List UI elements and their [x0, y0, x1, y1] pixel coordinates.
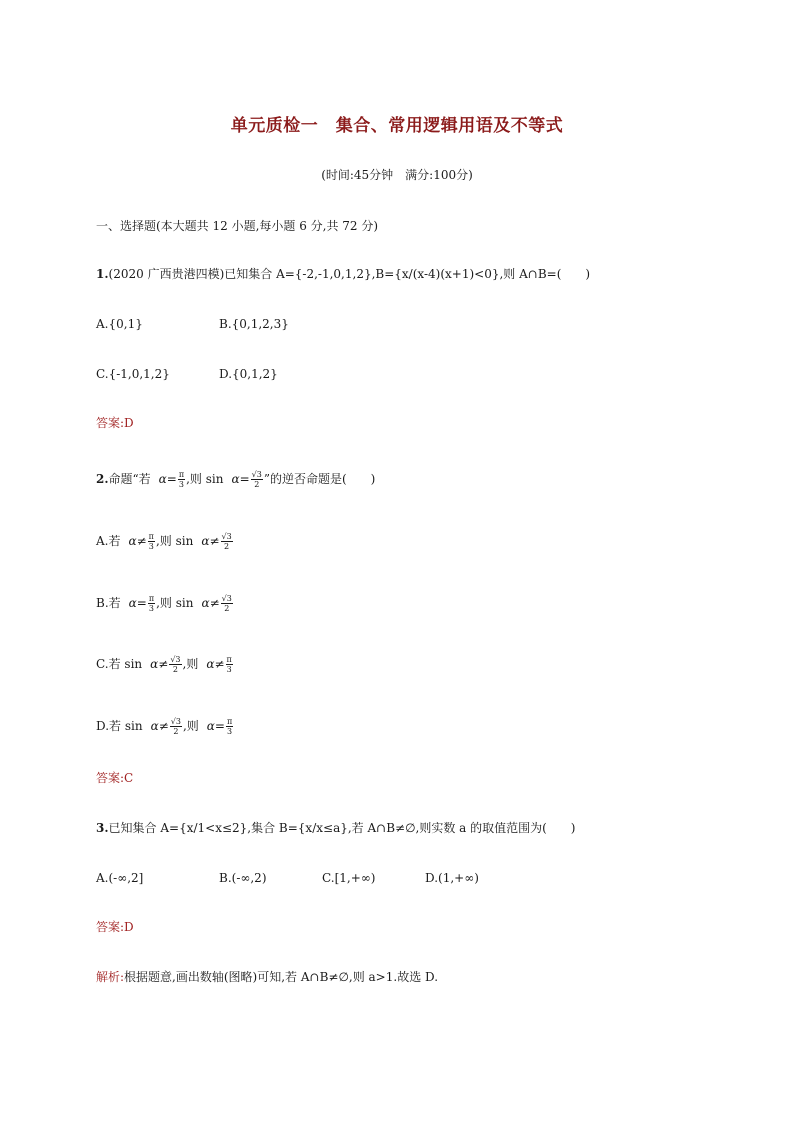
- q1-option-d[interactable]: D.{0,1,2}: [219, 367, 278, 381]
- question-1: [96, 266, 590, 282]
- equals-sign: =: [214, 719, 225, 733]
- option-word: ,则: [182, 719, 199, 733]
- equals-sign: =: [136, 596, 147, 610]
- sin-function: sin: [175, 534, 194, 548]
- answer-value: D: [124, 920, 134, 934]
- alpha-symbol: α: [150, 657, 159, 671]
- question-3-text: 已知集合 A={x/1<x≤2},集合 B={x/x≤a},若 A∩B≠∅,则实数 a 的取值范围为( ): [108, 821, 576, 835]
- analysis-text: 根据题意,画出数轴(图略)可知,若 A∩B≠∅,则 a>1.故选 D.: [124, 970, 439, 984]
- q3-option-b[interactable]: B.(-∞,2): [219, 871, 267, 885]
- q2-stem-part-b: ,则 sin: [186, 472, 224, 486]
- fraction-sqrt3-over-2: $\frac{√3}{2}$: [251, 470, 262, 489]
- fraction-sqrt3-over-2: $\frac{√3}{2}$: [170, 655, 181, 674]
- q2-stem-part-c: ”的逆否命题是( ): [263, 472, 376, 486]
- answer-label: 答案:: [96, 416, 125, 430]
- q3-option-d[interactable]: D.(1,+∞): [425, 871, 479, 885]
- not-equal-sign: ≠: [209, 596, 220, 610]
- alpha-symbol: α: [128, 596, 137, 610]
- sin-function: sin: [175, 596, 194, 610]
- option-word: ,则: [155, 534, 172, 548]
- alpha-symbol: α: [128, 534, 137, 548]
- option-word: 若: [108, 657, 121, 671]
- not-equal-sign: ≠: [214, 657, 225, 671]
- option-word: 若: [108, 534, 121, 548]
- fraction-pi-over-3: $\frac{\pi}{3}$: [226, 655, 232, 674]
- analysis-label: 解析:: [96, 970, 125, 984]
- q3-option-a[interactable]: A.(-∞,2]: [96, 871, 144, 885]
- fraction-pi-over-3: $\frac{\pi}{3}$: [226, 717, 233, 736]
- alpha-symbol: α: [206, 719, 215, 733]
- q1-answer: [96, 415, 134, 431]
- q3-analysis: [96, 969, 438, 985]
- alpha-symbol: α: [201, 534, 210, 548]
- answer-value: D: [124, 416, 134, 430]
- q2-stem-part-a: 命题“若: [108, 472, 151, 486]
- q3-option-c[interactable]: C.[1,+∞): [322, 871, 376, 885]
- fraction-pi-over-3: $\frac{\pi}{3}$: [178, 470, 185, 489]
- fraction-pi-over-3: $\frac{\pi}{3}$: [148, 532, 154, 551]
- fraction-sqrt3-over-2: $\frac{√3}{2}$: [170, 717, 181, 736]
- q1-option-c[interactable]: C.{-1,0,1,2}: [96, 367, 170, 381]
- sin-function: sin: [124, 719, 143, 733]
- exam-time-score: (时间:45分钟 满分:100分): [321, 168, 473, 182]
- answer-label: 答案:: [96, 920, 125, 934]
- q2-option-a[interactable]: [96, 532, 234, 551]
- not-equal-sign: ≠: [158, 657, 169, 671]
- question-2: [96, 470, 375, 489]
- document-title: 单元质检一 集合、常用逻辑用语及不等式: [230, 116, 564, 136]
- q1-option-a[interactable]: A.{0,1}: [96, 317, 143, 331]
- not-equal-sign: ≠: [136, 534, 147, 548]
- alpha-symbol: α: [231, 472, 240, 486]
- option-letter: A.: [96, 534, 109, 548]
- q2-option-c[interactable]: [96, 655, 234, 674]
- question-3-number: 3.: [96, 821, 109, 835]
- answer-label: 答案:: [96, 771, 125, 785]
- option-word: 若: [108, 596, 121, 610]
- equals-sign: =: [239, 472, 250, 486]
- q2-option-b[interactable]: [96, 594, 234, 613]
- option-letter: B.: [96, 596, 109, 610]
- question-1-text: (2020 广西贵港四模)已知集合 A={-2,-1,0,1,2},B={x/(x-4)(x+1)<0},则 A∩B=( ): [108, 267, 591, 281]
- alpha-symbol: α: [201, 596, 210, 610]
- option-word: 若: [109, 719, 122, 733]
- alpha-symbol: α: [150, 719, 159, 733]
- question-3: [96, 820, 576, 836]
- option-word: ,则: [182, 657, 199, 671]
- option-word: ,则: [156, 596, 172, 610]
- fraction-pi-over-3: $\frac{\pi}{3}$: [148, 594, 155, 613]
- alpha-symbol: α: [206, 657, 215, 671]
- q2-answer: [96, 770, 133, 786]
- option-letter: D.: [96, 719, 110, 733]
- section-heading: 一、选择题(本大题共 12 小题,每小题 6 分,共 72 分): [96, 219, 379, 233]
- alpha-symbol: α: [158, 472, 167, 486]
- q2-option-d[interactable]: [96, 717, 234, 736]
- sin-function: sin: [124, 657, 143, 671]
- answer-value: C: [124, 771, 134, 785]
- fraction-sqrt3-over-2: $\frac{√3}{2}$: [221, 532, 232, 551]
- question-1-number: 1.: [96, 267, 109, 281]
- q1-option-b[interactable]: B.{0,1,2,3}: [219, 317, 289, 331]
- equals-sign: =: [166, 472, 177, 486]
- q3-answer: [96, 919, 134, 935]
- question-2-number: 2.: [96, 472, 109, 486]
- option-letter: C.: [96, 657, 109, 671]
- not-equal-sign: ≠: [158, 719, 169, 733]
- fraction-sqrt3-over-2: $\frac{√3}{2}$: [221, 594, 232, 613]
- not-equal-sign: ≠: [209, 534, 220, 548]
